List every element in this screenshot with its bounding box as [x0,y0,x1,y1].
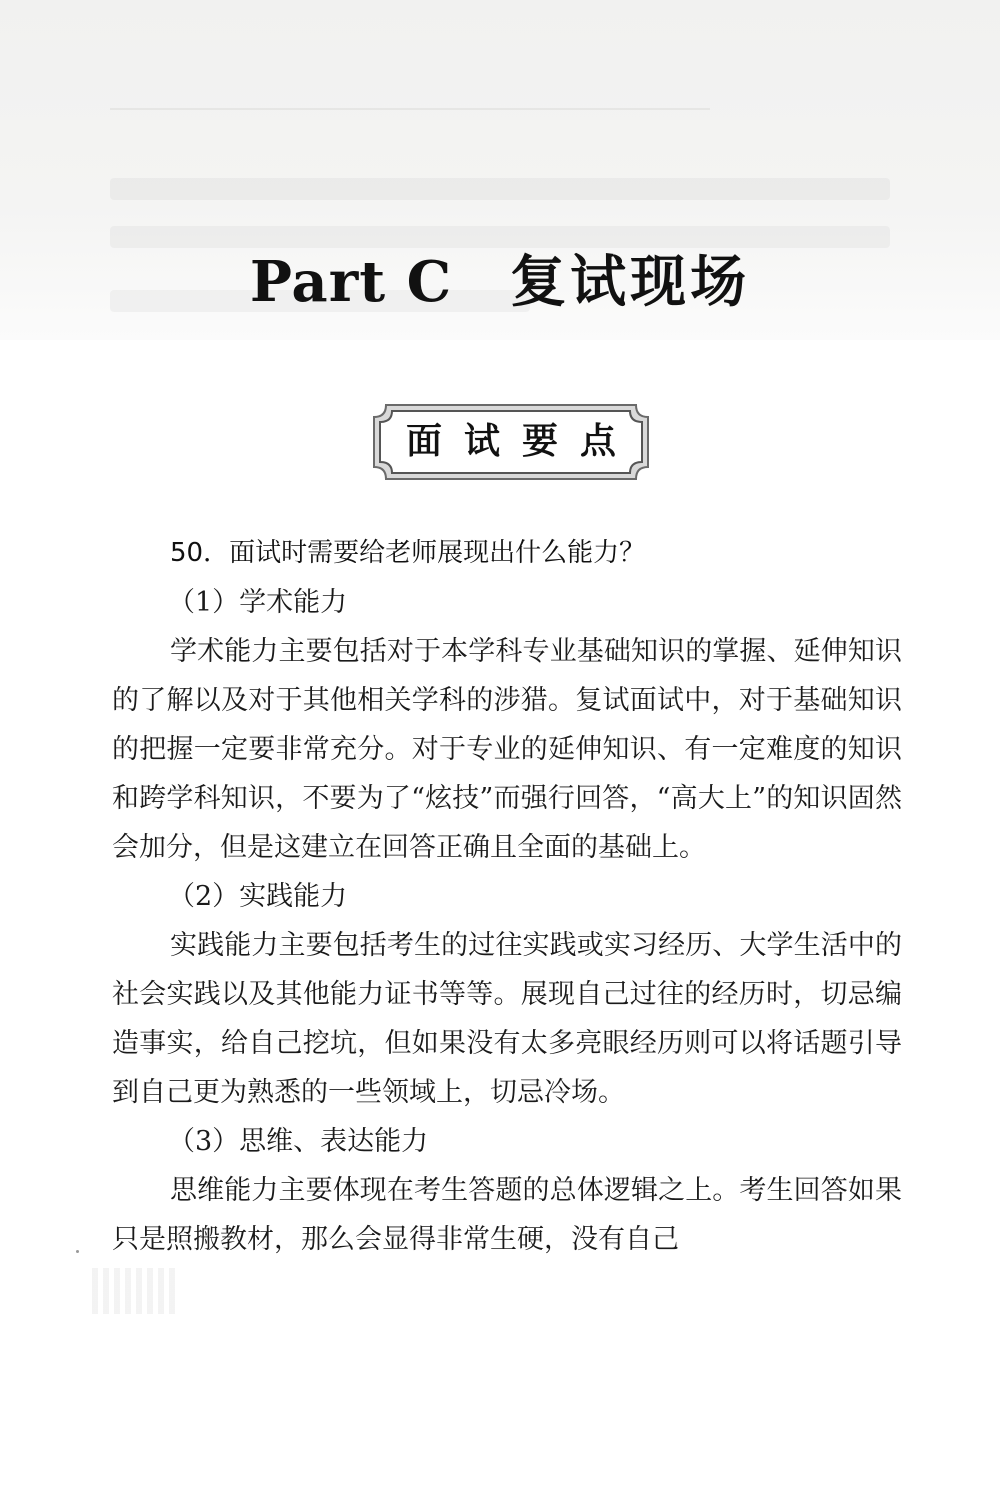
part-title-chinese: 复试现场 [510,249,751,315]
page-title [0,238,1000,318]
subsection-heading: （3）思维、表达能力 [168,1126,429,1157]
subsection-heading: （1）学术能力 [168,587,348,618]
bleed-through-rule [110,108,710,110]
body-paragraph: 学术能力主要包括对于本学科专业基础知识的掌握、延伸知识的了解以及对于其他相关学科的涉猎。复试面试中，对于基础知识的把握一定要非常充分。对于专业的延伸知识、有一定难度的知识和跨学科知识，不要为了“炫技”而强行回答，“高大上”的知识固然会加分，但是这建立在回答正确且全面的基础上。 [112,636,902,863]
part-label: Part C [249,249,453,315]
subsection-heading: （2）实践能力 [168,881,348,912]
body-paragraph: 实践能力主要包括考生的过往实践或实习经历、大学生活中的社会实践以及其他能力证书等等。展现自己过往的经历时，切忌编造事实，给自己挖坑，但如果没有太多亮眼经历则可以将话题引导到自己更为熟悉的一些领域上，切忌冷场。 [112,930,902,1108]
body-paragraph: 思维能力主要体现在考生答题的总体逻辑之上。考生回答如果只是照搬教材，那么会显得非常生硬，没有自己 [112,1175,902,1255]
section-badge [372,403,650,481]
section-badge-label: 面试要点 [405,421,638,462]
scan-dot [76,1250,79,1253]
bleed-through-line [110,178,890,200]
scan-smudge [92,1268,180,1314]
question-heading: 50．面试时需要给老师展现出什么能力？ [170,538,646,568]
article-body [112,578,902,1264]
